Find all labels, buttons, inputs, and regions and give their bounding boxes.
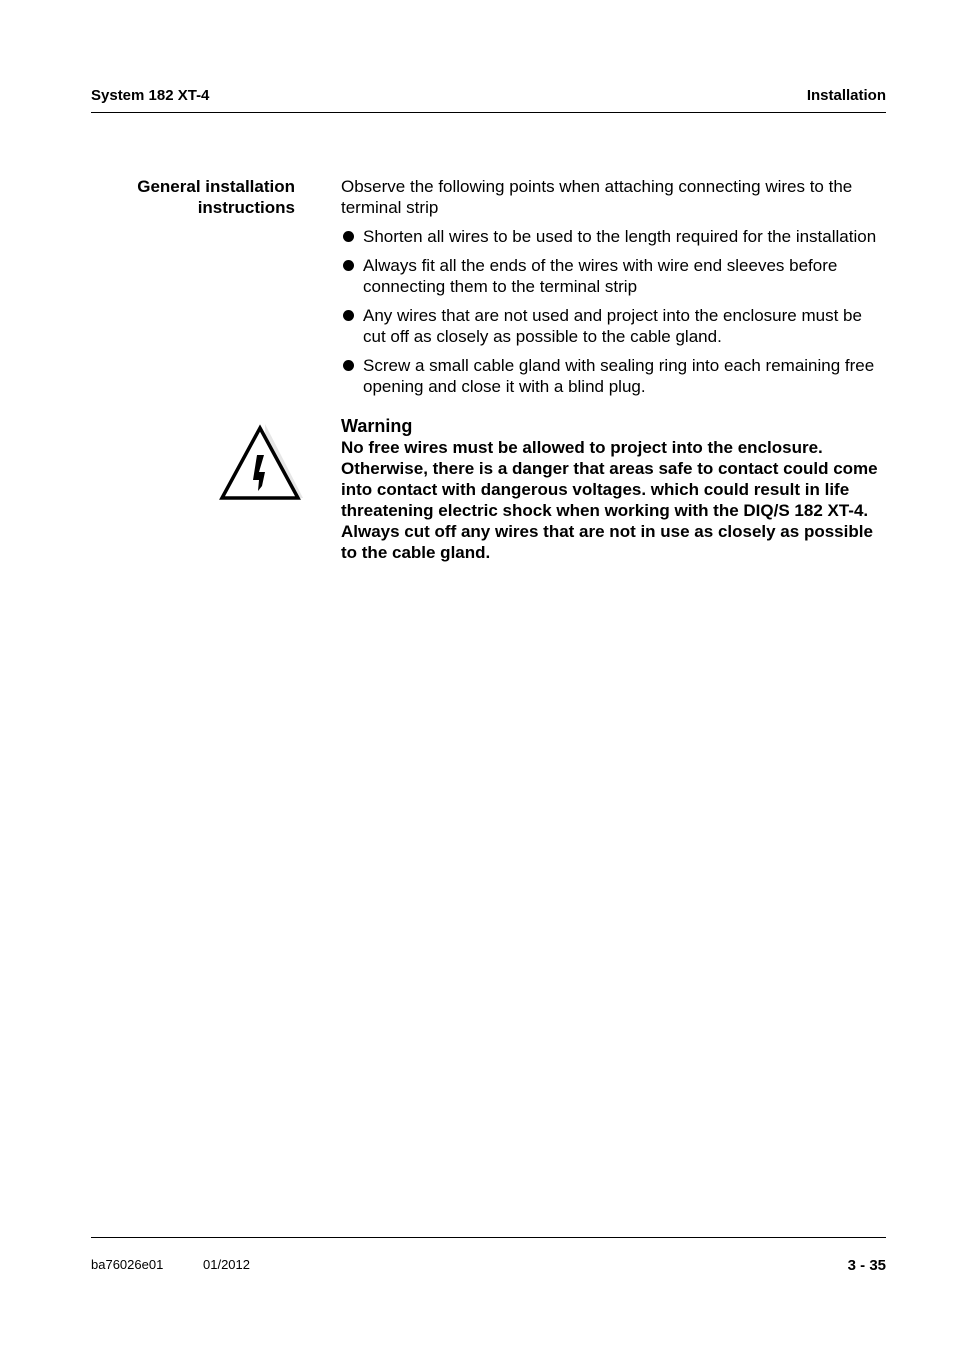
list-item — [341, 305, 889, 347]
electric-hazard-icon — [219, 422, 305, 502]
list-item-text: Any wires that are not used and project into the enclosure must be cut off as closely as possible to the cable gland. — [363, 306, 862, 346]
header-divider — [91, 112, 886, 113]
header-document-title: System 182 XT-4 — [91, 87, 210, 104]
warning-text: No free wires must be allowed to project into the enclosure. Otherwise, there is a danger that areas safe to contact could come into contact with dangerous voltages. which could result in life threatening electric shock when working with the DIQ/S 182 XT-4. Always cut off any wires that are not in use as closely as possible to the cable gland. — [341, 438, 878, 562]
header-chapter-title: Installation — [806, 87, 886, 104]
section-heading — [100, 176, 295, 218]
section-heading-line2: instructions — [197, 198, 295, 217]
footer-date: 01/2012 — [203, 1257, 250, 1272]
list-item-text: Shorten all wires to be used to the length required for the installation — [363, 227, 877, 246]
list-item-text: Screw a small cable gland with sealing ring into each remaining free opening and close it with a blind plug. — [363, 356, 875, 396]
list-item — [341, 226, 889, 247]
bullet-icon — [343, 360, 354, 371]
footer-document-id: ba76026e01 — [91, 1257, 164, 1272]
section-heading-line1: General installation — [137, 177, 295, 196]
footer-divider — [91, 1237, 886, 1238]
section-body — [341, 176, 889, 405]
bullet-icon — [343, 260, 354, 271]
bullet-icon — [343, 310, 354, 321]
warning-title: Warning — [341, 416, 413, 436]
list-item-text: Always fit all the ends of the wires with wire end sleeves before connecting them to the terminal strip — [363, 256, 838, 296]
instruction-list — [341, 226, 889, 397]
list-item — [341, 355, 889, 397]
list-item — [341, 255, 889, 297]
page-number: 3 - 35 — [847, 1257, 886, 1274]
intro-paragraph: Observe the following points when attaching connecting wires to the terminal strip — [341, 177, 853, 217]
bullet-icon — [343, 231, 354, 242]
